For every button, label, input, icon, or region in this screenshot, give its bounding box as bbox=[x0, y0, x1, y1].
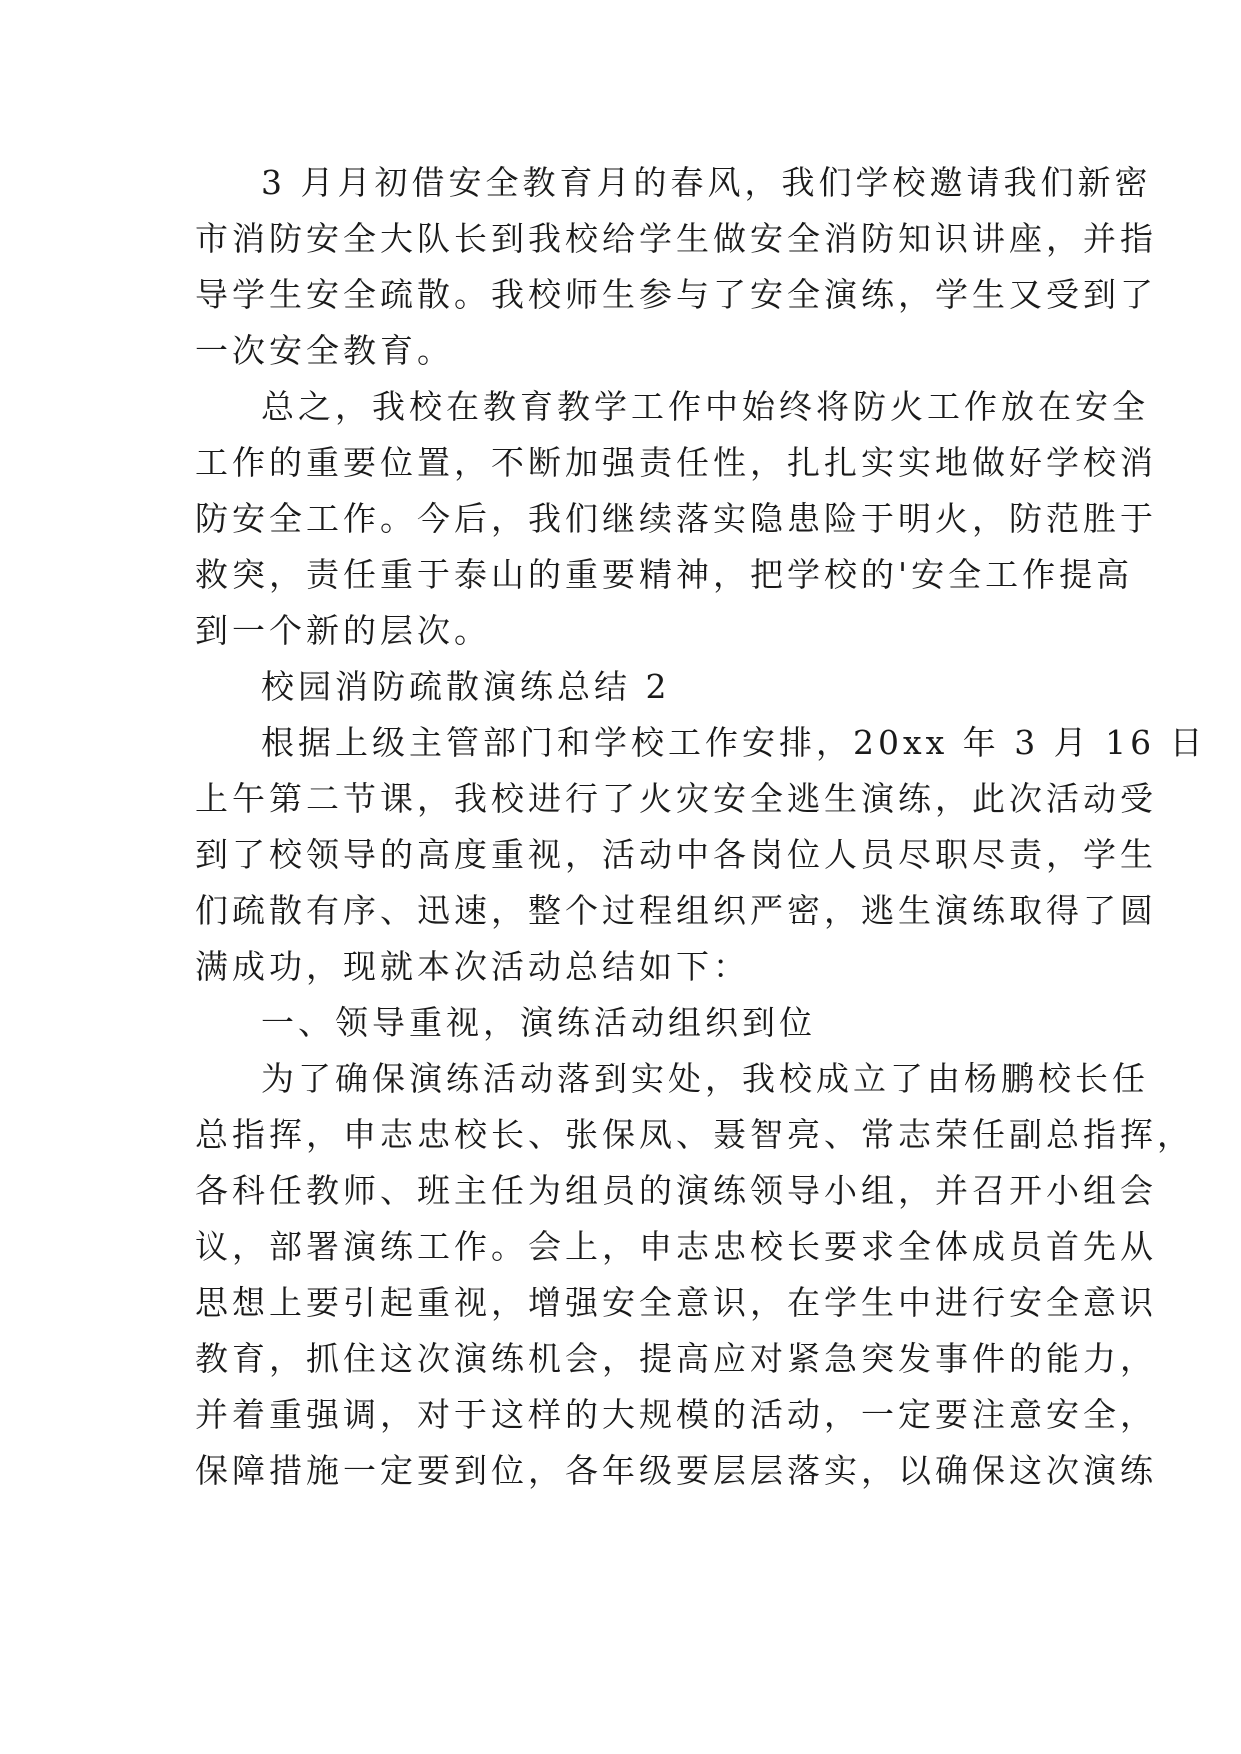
paragraph-line: 们疏散有序、迅速，整个过程组织严密，逃生演练取得了圆 bbox=[195, 891, 1157, 930]
paragraph-line: 救突，责任重于泰山的重要精神，把学校的'安全工作提高 bbox=[195, 555, 1134, 594]
paragraph-line: 3 月月初借安全教育月的春风，我们学校邀请我们新密 bbox=[261, 163, 1152, 202]
paragraph-line: 保障措施一定要到位，各年级要层层落实，以确保这次演练 bbox=[195, 1451, 1157, 1490]
paragraph-line: 导学生安全疏散。我校师生参与了安全演练，学生又受到了 bbox=[195, 275, 1157, 314]
paragraph-line: 议，部署演练工作。会上，申志忠校长要求全体成员首先从 bbox=[195, 1227, 1157, 1266]
paragraph-line: 为了确保演练活动落到实处，我校成立了由杨鹏校长任 bbox=[261, 1059, 1149, 1098]
paragraph-line: 各科任教师、班主任为组员的演练领导小组，并召开小组会 bbox=[195, 1171, 1157, 1210]
paragraph-line: 上午第二节课，我校进行了火灾安全逃生演练，此次活动受 bbox=[195, 779, 1157, 818]
paragraph-line: 到一个新的层次。 bbox=[195, 611, 491, 650]
paragraph-line: 市消防安全大队长到我校给学生做安全消防知识讲座，并指 bbox=[195, 219, 1157, 258]
paragraph-line: 防安全工作。今后，我们继续落实隐患险于明火，防范胜于 bbox=[195, 499, 1157, 538]
paragraph-line: 教育，抓住这次演练机会，提高应对紧急突发事件的能力， bbox=[195, 1339, 1157, 1378]
section-title: 校园消防疏散演练总结 2 bbox=[261, 667, 671, 706]
paragraph-line: 到了校领导的高度重视，活动中各岗位人员尽职尽责，学生 bbox=[195, 835, 1157, 874]
paragraph-line: 并着重强调，对于这样的大规模的活动，一定要注意安全， bbox=[195, 1395, 1157, 1434]
document-page bbox=[195, 155, 1207, 1499]
paragraph-line: 满成功，现就本次活动总结如下： bbox=[195, 947, 750, 986]
paragraph-line: 思想上要引起重视，增强安全意识，在学生中进行安全意识 bbox=[195, 1283, 1157, 1322]
paragraph-line: 根据上级主管部门和学校工作安排，20xx 年 3 月 16 日 bbox=[261, 723, 1207, 762]
paragraph-line: 工作的重要位置，不断加强责任性，扎扎实实地做好学校消 bbox=[195, 443, 1157, 482]
paragraph-line: 总之，我校在教育教学工作中始终将防火工作放在安全 bbox=[261, 387, 1149, 426]
paragraph-line: 一次安全教育。 bbox=[195, 331, 454, 370]
subsection-heading: 一、领导重视，演练活动组织到位 bbox=[261, 1003, 816, 1042]
paragraph-line: 总指挥，申志忠校长、张保凤、聂智亮、常志荣任副总指挥， bbox=[195, 1115, 1194, 1154]
